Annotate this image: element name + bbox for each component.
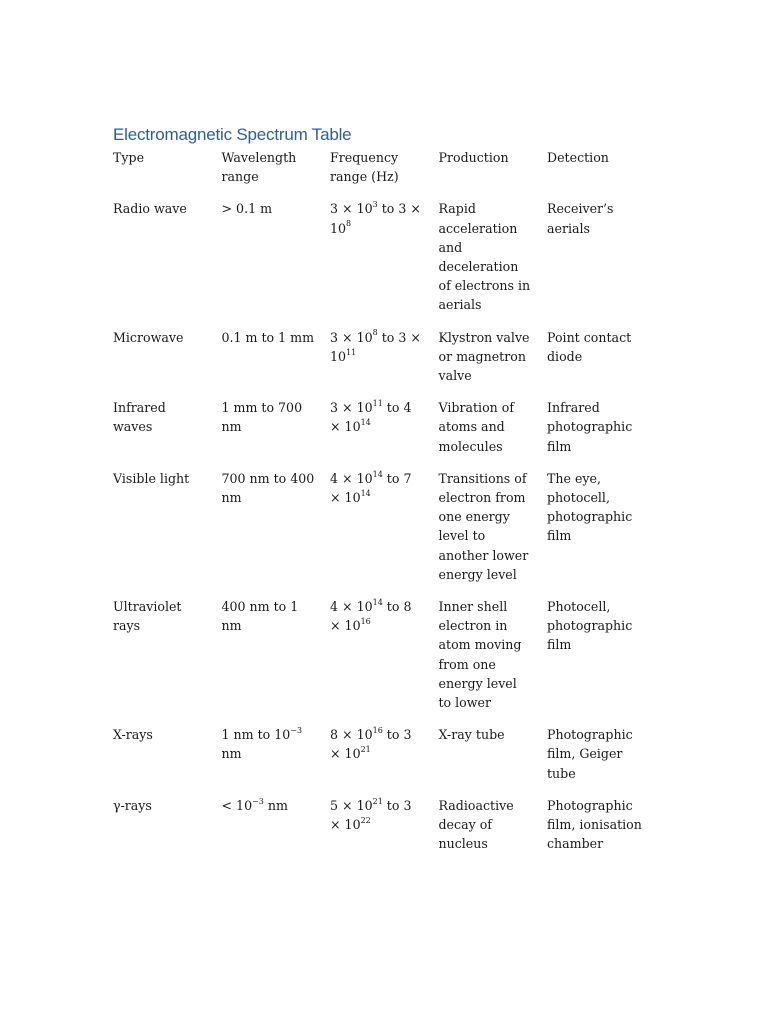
frequency-exponent-start: 3 bbox=[372, 200, 378, 210]
cell-frequency bbox=[323, 724, 432, 795]
cell-wavelength bbox=[215, 795, 324, 866]
cell-type: γ-rays bbox=[113, 797, 152, 813]
cell-wavelength bbox=[215, 724, 324, 795]
frequency-base-start: 5 × 10 bbox=[330, 797, 373, 813]
frequency-base-end: to 7 × 10 bbox=[330, 470, 412, 506]
header-detection: Detection bbox=[547, 150, 609, 165]
frequency-exponent-end: 22 bbox=[360, 815, 371, 825]
frequency-exponent-start: 21 bbox=[372, 796, 383, 806]
cell-frequency bbox=[323, 327, 432, 398]
table-row bbox=[106, 198, 651, 326]
cell-production: Transitions of electron from one energy level to another lower energy level bbox=[438, 470, 529, 582]
frequency-exponent-start: 16 bbox=[372, 726, 383, 736]
frequency-exponent-start: 11 bbox=[372, 399, 383, 409]
frequency-exponent-start: 8 bbox=[372, 328, 378, 338]
page-title: Electromagnetic Spectrum Table bbox=[113, 125, 352, 144]
header-wavelength: Wavelength range bbox=[221, 150, 297, 185]
cell-production: Vibration of atoms and molecules bbox=[438, 400, 515, 454]
frequency-base-end: to 3 × 10 bbox=[330, 797, 412, 833]
wavelength-text: 0.1 m to 1 mm bbox=[221, 329, 315, 345]
table-row bbox=[106, 327, 651, 398]
wavelength-exponent: −3 bbox=[290, 726, 303, 736]
cell-type: Ultraviolet rays bbox=[113, 599, 182, 634]
cell-frequency bbox=[323, 596, 432, 724]
cell-type: Visible light bbox=[113, 470, 190, 486]
frequency-exponent-start: 14 bbox=[372, 597, 383, 607]
frequency-base-start: 4 × 10 bbox=[330, 599, 373, 615]
cell-detection: Receiver’s aerials bbox=[547, 201, 614, 236]
frequency-base-start: 8 × 10 bbox=[330, 727, 373, 743]
cell-production: Klystron valve or magnetron valve bbox=[438, 329, 530, 384]
table-row bbox=[106, 724, 651, 795]
spectrum-table bbox=[106, 147, 651, 866]
cell-detection: Photographic film, Geiger tube bbox=[547, 727, 633, 781]
frequency-base-end: to 3 × 10 bbox=[330, 727, 412, 762]
cell-frequency bbox=[323, 198, 432, 326]
wavelength-text: 1 mm to 700 nm bbox=[221, 400, 303, 435]
header-frequency: Frequency range (Hz) bbox=[330, 150, 399, 185]
frequency-base-end: to 4 × 10 bbox=[330, 400, 412, 435]
table-row bbox=[106, 397, 651, 468]
cell-wavelength bbox=[215, 468, 324, 596]
cell-wavelength bbox=[215, 397, 324, 468]
cell-wavelength bbox=[215, 327, 324, 398]
cell-production: X-ray tube bbox=[438, 727, 505, 743]
table-row bbox=[106, 468, 651, 596]
frequency-exponent-end: 8 bbox=[346, 219, 352, 229]
frequency-base-start: 4 × 10 bbox=[330, 470, 373, 486]
cell-frequency bbox=[323, 795, 432, 866]
frequency-base-start: 3 × 10 bbox=[330, 201, 373, 217]
cell-production: Rapid acceleration and deceleration of electrons in aerials bbox=[438, 201, 531, 313]
wavelength-text: 400 nm to 1 nm bbox=[221, 599, 299, 634]
frequency-base-end: to 3 × 10 bbox=[330, 329, 421, 364]
cell-detection: Infrared photographic film bbox=[547, 400, 633, 454]
wavelength-unit: nm bbox=[263, 797, 288, 813]
frequency-exponent-end: 16 bbox=[360, 617, 371, 627]
wavelength-exponent: −3 bbox=[252, 796, 264, 806]
cell-frequency bbox=[323, 468, 432, 596]
table-row bbox=[106, 795, 651, 866]
wavelength-base: < 10 bbox=[221, 797, 253, 813]
wavelength-base: 1 nm to 10 bbox=[221, 727, 291, 743]
frequency-exponent-start: 14 bbox=[372, 469, 383, 479]
cell-detection: The eye, photocell, photographic film bbox=[547, 470, 633, 544]
wavelength-text: 700 nm to 400 nm bbox=[221, 470, 315, 506]
cell-type: Radio wave bbox=[113, 201, 187, 217]
cell-frequency bbox=[323, 397, 432, 468]
table-row bbox=[106, 596, 651, 724]
table-header-row bbox=[106, 147, 651, 198]
cell-wavelength bbox=[215, 198, 324, 326]
cell-wavelength bbox=[215, 596, 324, 724]
frequency-base-end: to 3 × 10 bbox=[330, 201, 421, 236]
frequency-base-start: 3 × 10 bbox=[330, 329, 373, 345]
cell-detection: Point contact diode bbox=[547, 329, 632, 364]
frequency-exponent-end: 11 bbox=[346, 347, 357, 357]
cell-production: Inner shell electron in atom moving from one energy level to lower bbox=[438, 599, 522, 711]
frequency-base-start: 3 × 10 bbox=[330, 400, 373, 416]
frequency-exponent-end: 14 bbox=[360, 488, 371, 498]
frequency-exponent-end: 21 bbox=[360, 745, 371, 755]
cell-type: Infrared waves bbox=[113, 400, 166, 435]
header-type: Type bbox=[113, 150, 145, 165]
frequency-base-end: to 8 × 10 bbox=[330, 599, 412, 634]
header-production: Production bbox=[438, 150, 509, 165]
cell-detection: Photocell, photographic film bbox=[547, 599, 633, 653]
cell-production: Radioactive decay of nucleus bbox=[438, 797, 514, 852]
cell-detection: Photographic film, ionisation chamber bbox=[547, 797, 642, 852]
frequency-exponent-end: 14 bbox=[360, 418, 371, 428]
wavelength-unit: nm bbox=[221, 746, 242, 762]
cell-type: Microwave bbox=[113, 329, 184, 345]
cell-type: X-rays bbox=[113, 727, 153, 743]
wavelength-text: > 0.1 m bbox=[221, 201, 273, 217]
